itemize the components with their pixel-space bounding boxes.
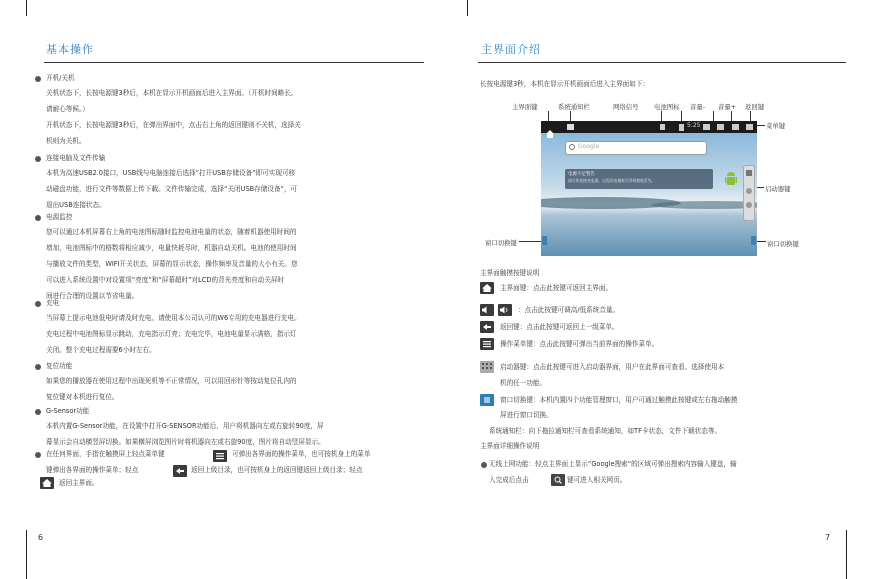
keys-heading: 主界面触摸按键说明 bbox=[480, 269, 540, 277]
volume-icon bbox=[480, 304, 494, 316]
menu-tip-line3: 返回主界面。 bbox=[59, 479, 99, 487]
callout-notify-bar: 系统通知栏 bbox=[558, 103, 590, 111]
key-description: 主界面键：点击此按键可返回主界面。 bbox=[500, 284, 613, 292]
bullet-icon bbox=[35, 301, 41, 307]
menu-icon bbox=[480, 338, 494, 350]
section-text-line: 幕显示会自动横竖屏切换。如果横屏浏览图片时将机器向左或右旋90度，图片将自动竖屏显示。 bbox=[46, 438, 325, 446]
home-icon bbox=[40, 477, 54, 489]
android-robot-icon bbox=[724, 171, 738, 189]
volume-down-icon[interactable] bbox=[703, 124, 710, 130]
window-switch-icon bbox=[480, 394, 494, 406]
bullet-icon bbox=[35, 215, 41, 221]
bullet-icon bbox=[35, 156, 41, 162]
left-page-title: 基本操作 bbox=[46, 43, 94, 56]
intro-text: 长按电源键3秒，本机在显示开机画面后进入主界面如下： bbox=[480, 80, 650, 88]
back-icon bbox=[173, 465, 187, 477]
section-text-line: 机则为关机。 bbox=[46, 137, 86, 145]
notice-title: 电源不足警告 bbox=[568, 172, 595, 177]
signal-icon bbox=[660, 124, 665, 130]
section-heading: G-Sensor功能 bbox=[46, 407, 90, 415]
menu-tip-line2a: 键弹出各界面的操作菜单；轻点 bbox=[46, 466, 139, 474]
section-text-line: 充电过程中电池图标显示跳动，充电指示灯亮；充电完毕，电池电量显示满格，指示灯 bbox=[46, 330, 297, 338]
section-heading: 开机/关机 bbox=[46, 74, 75, 82]
detail-line1: 无线上网功能：轻点主界面上显示”Google搜索“的区域可弹出搜索内容输入键盘，输 bbox=[489, 460, 737, 468]
left-title-rule bbox=[44, 62, 424, 63]
section-text-line: 增加，电池图标中的格数将相应减少，电量快耗尽时，机器自动关机。电池的使用时间 bbox=[46, 244, 297, 252]
section-heading: 充电 bbox=[46, 299, 60, 307]
launcher-icon[interactable] bbox=[746, 170, 752, 176]
window-switch-left-icon[interactable] bbox=[542, 236, 547, 245]
section-heading: 连接电脑及文件传输 bbox=[46, 154, 106, 162]
callout-battery: 电池图标 bbox=[654, 103, 680, 111]
notification-icon[interactable] bbox=[567, 124, 574, 130]
left-bottom-rule bbox=[26, 530, 27, 579]
bullet-icon bbox=[35, 364, 41, 370]
callout-menu-key: 菜单键 bbox=[766, 122, 786, 130]
status-home-icon[interactable] bbox=[546, 123, 554, 131]
key-description: 屏进行窗口切换。 bbox=[500, 411, 553, 419]
right-page-title: 主界面介绍 bbox=[481, 43, 541, 56]
right-bottom-rule bbox=[846, 530, 847, 579]
details-heading: 主界面详细操作说明 bbox=[480, 442, 540, 450]
key-description: 启动器键：点击此按键可进入启动器界面，用户在此界面可查看、选择使用本 bbox=[500, 363, 725, 371]
volume-up-icon bbox=[498, 304, 512, 316]
home-icon bbox=[480, 282, 494, 294]
callout-home-key: 主界面键 bbox=[512, 103, 538, 111]
section-text-line: 复位键对本机进行复位。 bbox=[46, 393, 119, 401]
section-heading: 复位功能 bbox=[46, 362, 73, 370]
key-description: ：点击此按键可调高/低系统音量。 bbox=[518, 306, 620, 314]
section-text-line: 可以进入系统设置中对设置项“亮度”和“屏幕超时”对LCD的背光亮度和自动关屏时 bbox=[46, 276, 285, 284]
volume-up-icon[interactable] bbox=[717, 124, 724, 130]
launcher-panel bbox=[743, 165, 755, 221]
callout-window-switch-left: 窗口切换键 bbox=[485, 239, 517, 247]
search-icon bbox=[569, 144, 575, 150]
section-text-line: 动磁盘功能，进行文件等数据上传下载。文件传输完成，选择“关闭USB存储设备”，可 bbox=[46, 185, 298, 193]
center-top-rule bbox=[467, 0, 468, 16]
leader-line bbox=[519, 241, 541, 242]
menu-tip-line2b: 返回上级目录，也可按机身上的返回键返回上级目录；轻点 bbox=[191, 466, 363, 474]
section-text-line: 本机内置G-Sensor功能，在设置中打开G-SENSOR功能后，用户将机器向左或右旋转90度，屏 bbox=[46, 422, 324, 430]
section-heading: 电源监控 bbox=[46, 213, 73, 221]
callout-back-key: 返回键 bbox=[745, 103, 765, 111]
battery-icon bbox=[679, 124, 684, 131]
menu-tip-line1b: 可弹出各界面的操作菜单，也可按机身上的菜单 bbox=[232, 450, 371, 458]
left-top-rule bbox=[26, 0, 27, 16]
bullet-icon bbox=[35, 76, 41, 82]
bullet-icon bbox=[35, 452, 41, 458]
back-icon bbox=[480, 321, 494, 333]
launcher-dot bbox=[746, 188, 752, 194]
section-text-line: 退出USB连接状态。 bbox=[46, 201, 106, 209]
callout-vol-up: 音量+ bbox=[718, 103, 737, 111]
leader-line bbox=[757, 241, 766, 242]
notice-widget bbox=[565, 169, 713, 189]
callout-vol-down: 音量- bbox=[690, 103, 706, 111]
key-description: 返回键：点击此按键可返回上一级菜单。 bbox=[500, 323, 619, 331]
callout-launcher: 启动器键 bbox=[765, 185, 791, 193]
section-text-line: 关闭。整个充电过程需要6小时左右。 bbox=[46, 346, 156, 354]
home-screen-screenshot bbox=[541, 121, 757, 256]
bullet-icon bbox=[35, 409, 41, 415]
menu-tip-line1a: 在任何界面，手指在触摸屏上轻点菜单键 bbox=[46, 450, 165, 458]
left-page-number: 6 bbox=[38, 533, 44, 542]
section-text-line: 如果您的播放器在使用过程中出现死机等不正常情况，可以用回形针等按动复位孔内的 bbox=[46, 377, 297, 385]
section-text-line: 与播放文件的类型，WIFI开关状态，屏幕的显示状态，操作频率及音量的大小有关。您 bbox=[46, 260, 298, 268]
status-menu-icon[interactable] bbox=[746, 124, 753, 130]
notice-body: 请尽快连接充电器，以免因电量耗尽导致数据丢失。 bbox=[568, 178, 656, 183]
section-text-line: 您可以通过本机屏幕右上角的电池图标随时监控电池电量的状态，随着机器使用时间的 bbox=[46, 228, 297, 236]
right-page-number: 7 bbox=[825, 533, 831, 542]
key-description: 机的任一功能。 bbox=[500, 379, 547, 387]
search-placeholder: Google bbox=[578, 143, 600, 150]
key-description: 操作菜单键：点击此按键可弹出当前界面的操作菜单。 bbox=[500, 340, 659, 348]
leader-line bbox=[757, 125, 765, 126]
callout-window-switch-right: 窗口切换键 bbox=[767, 240, 799, 248]
window-switch-right-icon[interactable] bbox=[751, 236, 756, 245]
callout-signal: 网络信号 bbox=[613, 103, 639, 111]
key-description: 窗口切换键：本机内置四个功能管理窗口，用户可通过触摸此按键或左右拖动触摸 bbox=[500, 396, 738, 404]
right-title-rule bbox=[478, 62, 846, 63]
key-description: 系统通知栏：向下拖拉通知栏可查看系统通知，如TF卡状态，文件下载状态等。 bbox=[489, 427, 722, 435]
section-text-line: 开机状态下，长按电源键3秒后，在弹出界面中，点击右上角的返回键则不关机，选择关 bbox=[46, 121, 301, 129]
section-text-line: 当屏幕上提示电池低电时请及时充电。请使用本公司认可的W6专用的充电器进行充电。 bbox=[46, 314, 301, 322]
detail-line2b: 键可进入相关网页。 bbox=[567, 476, 627, 484]
launcher-icon bbox=[480, 361, 494, 373]
search-key-icon bbox=[551, 474, 565, 486]
google-search-bar[interactable] bbox=[565, 141, 707, 155]
menu-icon bbox=[213, 450, 227, 462]
launcher-dot bbox=[746, 202, 752, 208]
status-back-icon[interactable] bbox=[732, 124, 739, 130]
section-text-line: 关机状态下，长按电源键3秒后，本机在显示开机画面后进入主界面。（开机时间略长, bbox=[46, 89, 293, 97]
section-text-line: 本机为高速USB2.0接口，USB线与电脑连接后选择“打开USB存储设备”即可实现可移 bbox=[46, 169, 296, 177]
status-time: 5:25 bbox=[687, 122, 701, 129]
section-text-line: 间进行合理的设置以节省电量。 bbox=[46, 292, 139, 300]
detail-line2a: 入完成后点击 bbox=[489, 476, 529, 484]
section-text-line: 请耐心等候。） bbox=[46, 105, 89, 113]
bullet-icon bbox=[481, 462, 487, 468]
